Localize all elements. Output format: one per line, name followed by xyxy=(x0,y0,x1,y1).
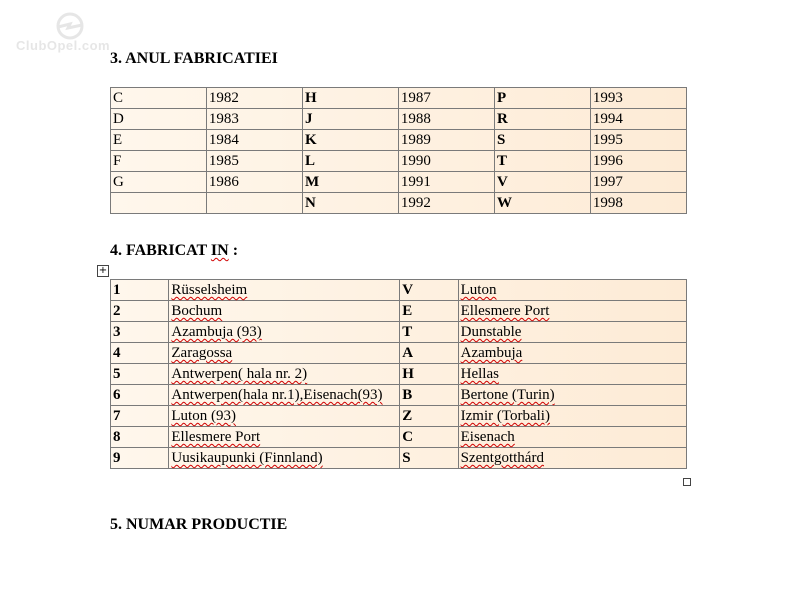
letter-code-cell: R xyxy=(494,109,590,130)
letter-code-cell: G xyxy=(111,172,207,193)
year-cell: 1984 xyxy=(206,130,302,151)
year-cell: 1996 xyxy=(590,151,686,172)
plant-code-cell: 9 xyxy=(111,448,169,469)
plant-name-cell: Antwerpen( hala nr. 2) xyxy=(169,364,400,385)
plant-code-cell: 1 xyxy=(111,280,169,301)
plant-code-cell: C xyxy=(400,427,458,448)
heading-made-in-colon: : xyxy=(228,242,239,259)
letter-code-cell: E xyxy=(111,130,207,151)
plant-code-cell: T xyxy=(400,322,458,343)
year-cell: 1988 xyxy=(398,109,494,130)
year-cell: 1990 xyxy=(398,151,494,172)
opel-logo-icon xyxy=(56,12,84,40)
table-row xyxy=(111,151,687,172)
section-heading-made-in xyxy=(110,242,238,260)
watermark-logo xyxy=(14,12,124,56)
plant-code-cell: 7 xyxy=(111,406,169,427)
letter-code-cell: S xyxy=(494,130,590,151)
year-cell: 1994 xyxy=(590,109,686,130)
year-cell: 1989 xyxy=(398,130,494,151)
letter-code-cell: T xyxy=(494,151,590,172)
letter-code-cell: F xyxy=(111,151,207,172)
letter-code-cell: P xyxy=(494,88,590,109)
plant-name-cell: Eisenach xyxy=(458,427,686,448)
letter-code-cell xyxy=(111,193,207,214)
table-row xyxy=(111,109,687,130)
year-cell: 1983 xyxy=(206,109,302,130)
letter-code-cell: D xyxy=(111,109,207,130)
table-row xyxy=(111,343,687,364)
year-cell: 1986 xyxy=(206,172,302,193)
year-cell: 1997 xyxy=(590,172,686,193)
heading-made-in-main: 4. FABRICAT xyxy=(110,242,207,259)
plant-name-cell: Ellesmere Port xyxy=(169,427,400,448)
letter-code-cell: V xyxy=(494,172,590,193)
year-cell: 1995 xyxy=(590,130,686,151)
year-cell: 1993 xyxy=(590,88,686,109)
plant-code-cell: A xyxy=(400,343,458,364)
table-row xyxy=(111,427,687,448)
table-row xyxy=(111,280,687,301)
table-row xyxy=(111,172,687,193)
plant-code-cell: 3 xyxy=(111,322,169,343)
table-row xyxy=(111,88,687,109)
year-cell: 1992 xyxy=(398,193,494,214)
letter-code-cell: L xyxy=(302,151,398,172)
year-cell: 1987 xyxy=(398,88,494,109)
letter-code-cell: C xyxy=(111,88,207,109)
letter-code-cell: N xyxy=(302,193,398,214)
table-row xyxy=(111,385,687,406)
plant-code-cell: Z xyxy=(400,406,458,427)
plant-code-cell: 4 xyxy=(111,343,169,364)
table-row xyxy=(111,322,687,343)
plant-name-cell: Rüsselsheim xyxy=(169,280,400,301)
plant-name-cell: Izmir (Torbali) xyxy=(458,406,686,427)
plant-code-cell: B xyxy=(400,385,458,406)
year-cell: 1991 xyxy=(398,172,494,193)
plant-code-cell: E xyxy=(400,301,458,322)
letter-code-cell: J xyxy=(302,109,398,130)
plant-code-cell: H xyxy=(400,364,458,385)
plant-name-cell: Uusikaupunki (Finnland) xyxy=(169,448,400,469)
plant-name-cell: Bochum xyxy=(169,301,400,322)
year-code-table xyxy=(110,87,687,214)
plant-code-cell: 8 xyxy=(111,427,169,448)
table-resize-icon[interactable] xyxy=(683,478,691,486)
letter-code-cell: M xyxy=(302,172,398,193)
year-cell xyxy=(206,193,302,214)
table-row xyxy=(111,364,687,385)
watermark-text: ClubOpel.com xyxy=(16,38,111,53)
table-row xyxy=(111,130,687,151)
plant-name-cell: Hellas xyxy=(458,364,686,385)
table-row xyxy=(111,406,687,427)
table-row xyxy=(111,193,687,214)
plant-name-cell: Ellesmere Port xyxy=(458,301,686,322)
year-cell: 1998 xyxy=(590,193,686,214)
plant-name-cell: Azambuja xyxy=(458,343,686,364)
plant-code-table xyxy=(110,279,687,469)
heading-made-in-in: IN xyxy=(210,242,229,259)
plant-name-cell: Dunstable xyxy=(458,322,686,343)
plant-name-cell: Bertone (Turin) xyxy=(458,385,686,406)
plant-name-cell: Azambuja (93) xyxy=(169,322,400,343)
plant-name-cell: Luton (93) xyxy=(169,406,400,427)
plant-name-cell: Antwerpen(hala nr.1),Eisenach(93) xyxy=(169,385,400,406)
plant-name-cell: Zaragossa xyxy=(169,343,400,364)
table-move-icon[interactable]: + xyxy=(98,265,108,276)
plant-name-cell: Szentgotthárd xyxy=(458,448,686,469)
letter-code-cell: K xyxy=(302,130,398,151)
plant-code-cell: S xyxy=(400,448,458,469)
letter-code-cell: H xyxy=(302,88,398,109)
letter-code-cell: W xyxy=(494,193,590,214)
year-cell: 1982 xyxy=(206,88,302,109)
table-row xyxy=(111,301,687,322)
plant-code-cell: 6 xyxy=(111,385,169,406)
section-heading-production: 5. NUMAR PRODUCTIE xyxy=(110,516,288,533)
section-heading-year: 3. ANUL FABRICATIEI xyxy=(110,50,278,67)
plant-code-cell: 2 xyxy=(111,301,169,322)
table-row xyxy=(111,448,687,469)
plant-name-cell: Luton xyxy=(458,280,686,301)
plant-code-cell: V xyxy=(400,280,458,301)
plant-code-cell: 5 xyxy=(111,364,169,385)
year-cell: 1985 xyxy=(206,151,302,172)
